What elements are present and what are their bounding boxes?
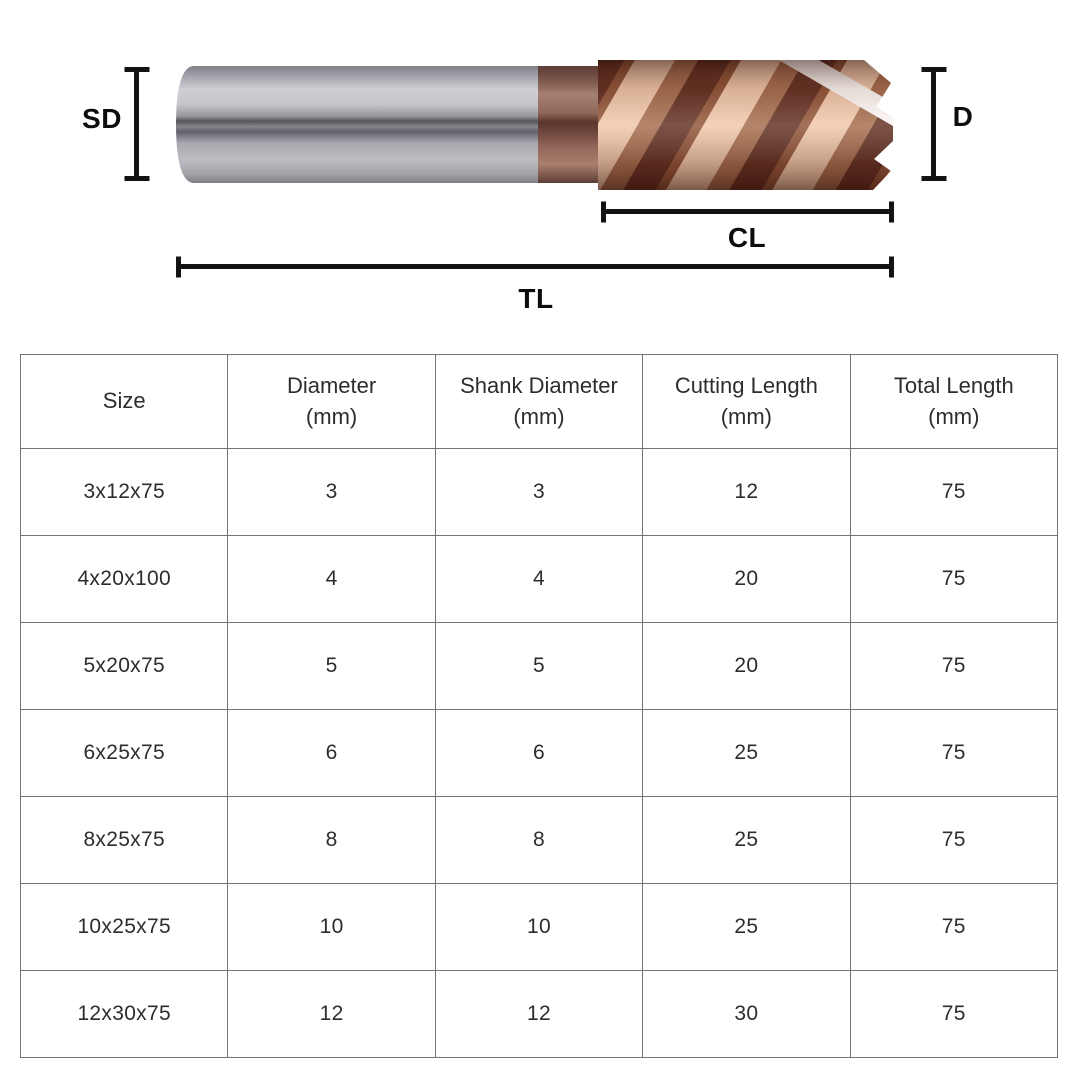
table-header-cell <box>643 355 850 449</box>
header-label: Diameter <box>286 372 377 398</box>
table-row <box>21 710 1058 797</box>
endmill-neck <box>538 66 602 183</box>
table-cell: 75 <box>850 797 1057 884</box>
table-cell: 10 <box>435 884 642 971</box>
table-cell: 8 <box>228 797 435 884</box>
spec-table-body <box>21 449 1058 1058</box>
table-cell: 6 <box>228 710 435 797</box>
table-row <box>21 536 1058 623</box>
cl-dimension-line <box>601 209 894 214</box>
d-dimension-bracket <box>931 67 936 181</box>
table-cell: 75 <box>850 449 1057 536</box>
table-row <box>21 449 1058 536</box>
d-label: D <box>952 101 974 132</box>
table-row <box>21 884 1058 971</box>
endmill-shank <box>176 66 548 183</box>
table-cell: 30 <box>643 971 850 1058</box>
table-header-cell <box>21 355 228 449</box>
table-cell: 75 <box>850 536 1057 623</box>
table-cell: 25 <box>643 710 850 797</box>
table-cell: 10 <box>228 884 435 971</box>
table-cell: 3 <box>435 449 642 536</box>
table-row <box>21 623 1058 710</box>
table-cell: 5 <box>435 623 642 710</box>
header-unit: (mm) <box>305 403 358 429</box>
table-cell: 25 <box>643 884 850 971</box>
header-unit: (mm) <box>720 403 773 429</box>
table-header-cell <box>228 355 435 449</box>
dimension-tick <box>176 256 181 277</box>
bracket-tick <box>921 176 946 181</box>
header-label: Cutting Length <box>674 372 818 398</box>
table-cell: 75 <box>850 884 1057 971</box>
spec-table-head <box>21 355 1058 449</box>
table-cell: 75 <box>850 710 1057 797</box>
bracket-tick <box>124 176 149 181</box>
endmill-image <box>170 55 910 200</box>
bracket-tick <box>124 67 149 72</box>
table-cell: 6x25x75 <box>21 710 228 797</box>
table-header-row <box>21 355 1058 449</box>
table-cell: 3 <box>228 449 435 536</box>
dimension-tick <box>889 201 894 222</box>
tl-dimension-line <box>176 264 894 269</box>
table-cell: 5x20x75 <box>21 623 228 710</box>
table-cell: 5 <box>228 623 435 710</box>
cl-label: CL <box>727 222 767 253</box>
table-cell: 75 <box>850 971 1057 1058</box>
header-unit: (mm) <box>928 403 980 429</box>
endmill-drawing <box>0 0 1080 345</box>
header-label: Total Length <box>893 372 1014 398</box>
dimension-tick <box>889 256 894 277</box>
table-cell: 6 <box>435 710 642 797</box>
endmill-flutes <box>590 60 900 190</box>
table-header-cell <box>435 355 642 449</box>
table-cell: 4x20x100 <box>21 536 228 623</box>
bracket-tick <box>921 67 946 72</box>
table-cell: 12x30x75 <box>21 971 228 1058</box>
table-cell: 25 <box>643 797 850 884</box>
table-cell: 10x25x75 <box>21 884 228 971</box>
table-cell: 8x25x75 <box>21 797 228 884</box>
table-cell: 12 <box>643 449 850 536</box>
sd-label: SD <box>82 103 122 134</box>
dimension-tick <box>601 201 606 222</box>
tl-label: TL <box>518 283 554 314</box>
table-header-cell <box>850 355 1057 449</box>
table-cell: 12 <box>228 971 435 1058</box>
table-cell: 20 <box>643 623 850 710</box>
table-cell: 4 <box>228 536 435 623</box>
sd-dimension-bracket <box>134 67 139 181</box>
spec-table <box>20 354 1058 1058</box>
header-unit: (mm) <box>513 403 565 429</box>
table-cell: 75 <box>850 623 1057 710</box>
table-cell: 8 <box>435 797 642 884</box>
table-cell: 20 <box>643 536 850 623</box>
table-row <box>21 971 1058 1058</box>
header-label: Shank Diameter <box>460 372 618 398</box>
table-row <box>21 797 1058 884</box>
table-cell: 12 <box>435 971 642 1058</box>
table-cell: 3x12x75 <box>21 449 228 536</box>
header-label: Size <box>102 388 146 414</box>
table-cell: 4 <box>435 536 642 623</box>
